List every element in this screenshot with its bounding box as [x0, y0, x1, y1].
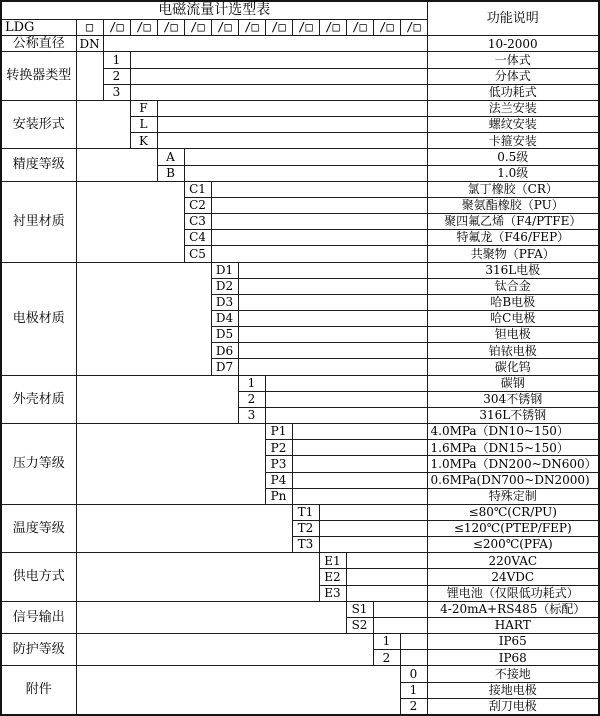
option-desc-cell: 4-20mA+RS485（标配） [427, 601, 599, 617]
table-row [1, 504, 599, 520]
option-code-cell: B [157, 165, 184, 181]
option-code-cell: C4 [184, 230, 211, 246]
spacer-cell [400, 650, 427, 666]
spacer-cell [76, 601, 346, 633]
option-code-cell: 1 [103, 52, 130, 68]
option-code-cell: D3 [211, 294, 238, 310]
option-desc-cell: 卡箍安装 [427, 133, 599, 149]
spacer-cell [346, 585, 427, 601]
section-label: 电极材质 [1, 262, 76, 375]
option-desc-cell: 接地电极 [427, 682, 599, 698]
option-desc-cell: 0.6MPa(DN700~DN2000) [427, 472, 599, 488]
option-desc-cell: 24VDC [427, 569, 599, 585]
code-slot-cell: /□ [130, 20, 157, 36]
option-code-cell: 3 [103, 84, 130, 100]
spacer-cell [157, 100, 427, 116]
option-desc-cell: 特殊定制 [427, 488, 599, 504]
spacer-cell [346, 569, 427, 585]
spacer-cell [238, 278, 427, 294]
option-code-cell: E2 [319, 569, 346, 585]
spacer-cell [211, 214, 427, 230]
table-row [1, 375, 599, 391]
option-code-cell: D5 [211, 327, 238, 343]
option-code-cell: 0 [400, 666, 427, 682]
option-desc-cell: 钽电极 [427, 327, 599, 343]
spacer-cell [292, 472, 427, 488]
option-code-cell: D1 [211, 262, 238, 278]
table-row [1, 149, 599, 165]
section-label: 安装形式 [1, 100, 76, 148]
spacer-cell [400, 634, 427, 650]
option-desc-cell: 锂电池（仅限低功耗式） [427, 585, 599, 601]
option-desc-cell: 316L电极 [427, 262, 599, 278]
section-label: 信号输出 [1, 601, 76, 633]
option-desc-cell: 1.6MPa（DN15~150） [427, 440, 599, 456]
option-desc-cell: 碳钢 [427, 375, 599, 391]
table-row [1, 634, 599, 650]
spacer-cell [373, 617, 427, 633]
code-slot-cell: /□ [157, 20, 184, 36]
option-desc-cell: 聚四氟乙烯（F4/PTFE） [427, 214, 599, 230]
option-desc-cell: HART [427, 617, 599, 633]
section-label: 压力等级 [1, 424, 76, 505]
option-code-cell: 3 [238, 407, 265, 423]
option-code-cell: 1 [238, 375, 265, 391]
table-row [1, 553, 599, 569]
option-code-cell: C2 [184, 197, 211, 213]
option-desc-cell: 10-2000 [427, 36, 599, 52]
spacer-cell [76, 262, 211, 375]
code-slot-cell: /□ [373, 20, 400, 36]
option-code-cell: 1 [373, 634, 400, 650]
option-desc-cell: IP65 [427, 634, 599, 650]
option-desc-cell: 低功耗式 [427, 84, 599, 100]
spacer-cell [184, 149, 427, 165]
table-row [1, 52, 599, 68]
option-desc-cell: 一体式 [427, 52, 599, 68]
spacer-cell [211, 181, 427, 197]
spacer-cell [319, 537, 427, 553]
spacer-cell [76, 504, 292, 552]
option-desc-cell: 氯丁橡胶（CR） [427, 181, 599, 197]
option-desc-cell: 特氟龙（F46/FEP） [427, 230, 599, 246]
option-code-cell: C3 [184, 214, 211, 230]
option-code-cell: K [130, 133, 157, 149]
spacer-cell [238, 359, 427, 375]
option-desc-cell: 1.0MPa（DN200~DN600） [427, 456, 599, 472]
option-desc-cell: 分体式 [427, 68, 599, 84]
option-code-cell: E1 [319, 553, 346, 569]
option-code-cell: Pn [265, 488, 292, 504]
code-slot-cell: /□ [346, 20, 373, 36]
spacer-cell [184, 165, 427, 181]
spacer-cell [373, 601, 427, 617]
spacer-cell [157, 133, 427, 149]
spacer-cell [319, 504, 427, 520]
code-slot-cell: /□ [400, 20, 427, 36]
table-row [1, 100, 599, 116]
spacer-cell [157, 117, 427, 133]
section-label: 衬里材质 [1, 181, 76, 262]
option-code-cell: D4 [211, 310, 238, 326]
section-label: 精度等级 [1, 149, 76, 181]
spacer-cell [76, 424, 265, 505]
code-slot-cell: /□ [292, 20, 319, 36]
spacer-cell [238, 262, 427, 278]
option-code-cell: P2 [265, 440, 292, 456]
option-code-cell: D7 [211, 359, 238, 375]
section-label: 外壳材质 [1, 375, 76, 423]
spacer-cell [211, 197, 427, 213]
spacer-cell [238, 343, 427, 359]
spacer-cell [292, 424, 427, 440]
option-code-cell: 2 [238, 391, 265, 407]
spacer-cell [103, 36, 427, 52]
code-slot-cell: /□ [211, 20, 238, 36]
table-row [1, 36, 599, 52]
option-code-cell: DN [76, 36, 103, 52]
option-code-cell: S2 [346, 617, 373, 633]
option-code-cell: F [130, 100, 157, 116]
spacer-cell [76, 181, 184, 262]
option-code-cell: P3 [265, 456, 292, 472]
spacer-cell [238, 294, 427, 310]
spacer-cell [292, 488, 427, 504]
option-code-cell: L [130, 117, 157, 133]
option-desc-cell: 刮刀电极 [427, 698, 599, 715]
option-code-cell: S1 [346, 601, 373, 617]
spacer-cell [76, 553, 319, 601]
option-desc-cell: 聚氨酯橡胶（PU） [427, 197, 599, 213]
option-code-cell: T3 [292, 537, 319, 553]
option-code-cell: E3 [319, 585, 346, 601]
spacer-cell [130, 84, 427, 100]
section-label: 转换器类型 [1, 52, 76, 100]
option-desc-cell: 螺纹安装 [427, 117, 599, 133]
code-slot-cell: /□ [238, 20, 265, 36]
section-label: 温度等级 [1, 504, 76, 552]
option-desc-cell: 哈B电极 [427, 294, 599, 310]
section-label: 附件 [1, 666, 76, 715]
option-desc-cell: ≤200℃(PFA) [427, 537, 599, 553]
option-code-cell: D6 [211, 343, 238, 359]
spacer-cell [292, 440, 427, 456]
spacer-cell [76, 634, 373, 666]
option-code-cell: C5 [184, 246, 211, 262]
spacer-cell [76, 375, 238, 423]
option-code-cell: 1 [400, 682, 427, 698]
option-code-cell: D2 [211, 278, 238, 294]
option-desc-cell: 钛合金 [427, 278, 599, 294]
spacer-cell [319, 521, 427, 537]
option-desc-cell: 0.5级 [427, 149, 599, 165]
option-code-cell: 2 [373, 650, 400, 666]
spacer-cell [292, 456, 427, 472]
spacer-cell [76, 666, 400, 715]
code-box-cell: □ [76, 20, 103, 36]
option-desc-cell: 碳化钨 [427, 359, 599, 375]
option-desc-cell: 316L不锈钢 [427, 407, 599, 423]
option-code-cell: T2 [292, 521, 319, 537]
option-code-cell: P1 [265, 424, 292, 440]
option-desc-cell: 不接地 [427, 666, 599, 682]
option-desc-cell: IP68 [427, 650, 599, 666]
option-desc-cell: 220VAC [427, 553, 599, 569]
option-desc-cell: 4.0MPa（DN10~150） [427, 424, 599, 440]
option-desc-cell: 304不锈钢 [427, 391, 599, 407]
spacer-cell [211, 246, 427, 262]
code-slot-cell: /□ [265, 20, 292, 36]
option-code-cell: 2 [400, 698, 427, 715]
section-label: 公称直径 [1, 36, 76, 52]
spacer-cell [76, 52, 103, 100]
spacer-cell [265, 391, 427, 407]
spacer-cell [76, 100, 130, 148]
code-slot-cell: /□ [319, 20, 346, 36]
spacer-cell [238, 327, 427, 343]
option-desc-cell: 法兰安装 [427, 100, 599, 116]
code-slot-cell: /□ [103, 20, 130, 36]
table-row [1, 666, 599, 682]
option-code-cell: T1 [292, 504, 319, 520]
section-label: 供电方式 [1, 553, 76, 601]
option-code-cell: P4 [265, 472, 292, 488]
spacer-cell [211, 230, 427, 246]
option-desc-cell: 1.0级 [427, 165, 599, 181]
table-row [1, 262, 599, 278]
option-desc-cell: 哈C电极 [427, 310, 599, 326]
option-desc-cell: ≤120℃(PTEP/FEP) [427, 521, 599, 537]
option-desc-cell: 共聚物（PFA） [427, 246, 599, 262]
spacer-cell [265, 375, 427, 391]
section-label: 防护等级 [1, 634, 76, 666]
table-row [1, 181, 599, 197]
spacer-cell [130, 68, 427, 84]
table-title: 电磁流量计选型表 [1, 1, 427, 20]
code-slot-cell: /□ [184, 20, 211, 36]
spacer-cell [265, 407, 427, 423]
option-desc-cell: ≤80℃(CR/PU) [427, 504, 599, 520]
spacer-cell [76, 149, 157, 181]
model-prefix-cell: LDG [1, 20, 76, 36]
function-column-header: 功能说明 [427, 1, 599, 36]
spacer-cell [130, 52, 427, 68]
option-code-cell: C1 [184, 181, 211, 197]
spacer-cell [346, 553, 427, 569]
table-row [1, 601, 599, 617]
spacer-cell [238, 310, 427, 326]
table-row [1, 424, 599, 440]
option-desc-cell: 铂铱电极 [427, 343, 599, 359]
option-code-cell: A [157, 149, 184, 165]
option-code-cell: 2 [103, 68, 130, 84]
